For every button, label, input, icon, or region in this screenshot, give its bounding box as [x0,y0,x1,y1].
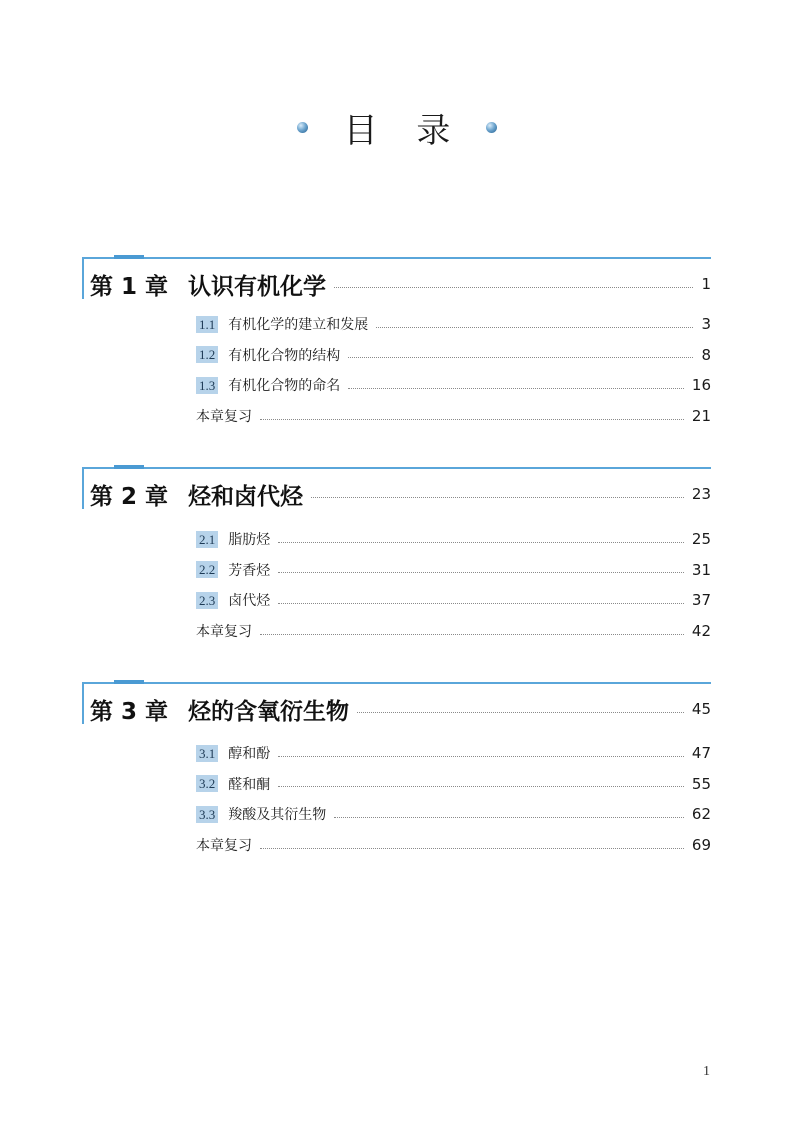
chapter-label: 第 3 章 [90,698,169,725]
page-number: 1 [703,1064,710,1079]
chapter-review-entry[interactable] [196,830,711,861]
bullet-dot-icon [297,122,308,133]
dot-leader [278,572,684,573]
dot-leader [278,542,684,543]
section-title: 有机化合物的结构 [228,347,341,364]
dot-leader [278,756,684,757]
section-number: 1.1 [196,316,218,333]
dot-leader [260,634,684,635]
chapter-rule [82,257,711,259]
section-list [196,524,711,646]
toc-entry[interactable] [196,799,711,830]
review-title: 本章复习 [196,409,252,426]
dot-leader [260,419,684,420]
section-title: 羧酸及其衍生物 [228,807,327,824]
section-number: 1.3 [196,377,218,394]
chapter-review-entry[interactable] [196,401,711,432]
toc-entry[interactable] [196,738,711,769]
toc-entry[interactable] [196,585,711,616]
chapter-heading[interactable] [90,267,711,301]
review-title: 本章复习 [196,624,252,641]
section-number: 3.3 [196,806,218,823]
bullet-dot-icon [486,122,497,133]
section-page: 16 [691,376,711,395]
chapter-side-bar [82,684,84,724]
dot-leader [334,817,684,818]
chapter-heading[interactable] [90,692,711,726]
section-page: 31 [691,560,711,579]
dot-leader [357,712,684,713]
chapter-page: 45 [691,700,711,718]
section-page: 47 [691,744,711,763]
toc-entry[interactable] [196,769,711,800]
section-page: 55 [691,774,711,793]
chapter-rule [82,467,711,469]
chapter-side-bar [82,259,84,299]
toc-entry[interactable] [196,309,711,340]
dot-leader [311,497,684,498]
section-number: 2.3 [196,592,218,609]
toc-entry[interactable] [196,524,711,555]
chapter-heading[interactable] [90,477,711,511]
chapter-label: 第 2 章 [90,483,169,510]
dot-leader [278,786,684,787]
chapter-label: 第 1 章 [90,273,169,300]
chapter-side-bar [82,469,84,509]
toc-entry[interactable] [196,340,711,371]
section-title: 醛和酮 [228,776,271,793]
review-page: 42 [691,622,711,641]
chapter-rule-accent [114,255,144,259]
dot-leader [348,357,693,358]
section-page: 25 [691,530,711,549]
review-page: 69 [691,836,711,855]
section-page: 8 [701,345,711,364]
dot-leader [348,388,684,389]
section-number: 3.1 [196,745,218,762]
section-number: 2.2 [196,561,218,578]
chapter-rule-accent [114,465,144,469]
chapter-page: 1 [701,275,711,293]
section-title: 有机化合物的命名 [228,378,341,395]
toc-header [0,104,794,150]
section-title: 卤代烃 [228,593,271,610]
section-title: 醇和酚 [228,746,271,763]
toc-entry[interactable] [196,555,711,586]
section-list [196,738,711,860]
chapter-title: 烃和卤代烃 [188,483,304,510]
section-page: 62 [691,805,711,824]
chapter-rule-accent [114,680,144,684]
section-title: 脂肪烃 [228,532,271,549]
section-list [196,309,711,431]
dot-leader [376,327,693,328]
dot-leader [278,603,684,604]
review-title: 本章复习 [196,838,252,855]
chapter-title: 认识有机化学 [188,273,327,300]
section-page: 37 [691,591,711,610]
dot-leader [260,848,684,849]
section-title: 有机化学的建立和发展 [228,317,369,334]
chapter-rule [82,682,711,684]
page-title: 目 录 [343,110,465,151]
section-number: 2.1 [196,531,218,548]
chapter-title: 烃的含氧衍生物 [188,698,350,725]
section-title: 芳香烃 [228,562,271,579]
section-page: 3 [701,315,711,334]
toc-entry[interactable] [196,370,711,401]
section-number: 1.2 [196,346,218,363]
dot-leader [334,287,693,288]
section-number: 3.2 [196,775,218,792]
chapter-page: 23 [691,485,711,503]
review-page: 21 [691,407,711,426]
chapter-review-entry[interactable] [196,616,711,647]
